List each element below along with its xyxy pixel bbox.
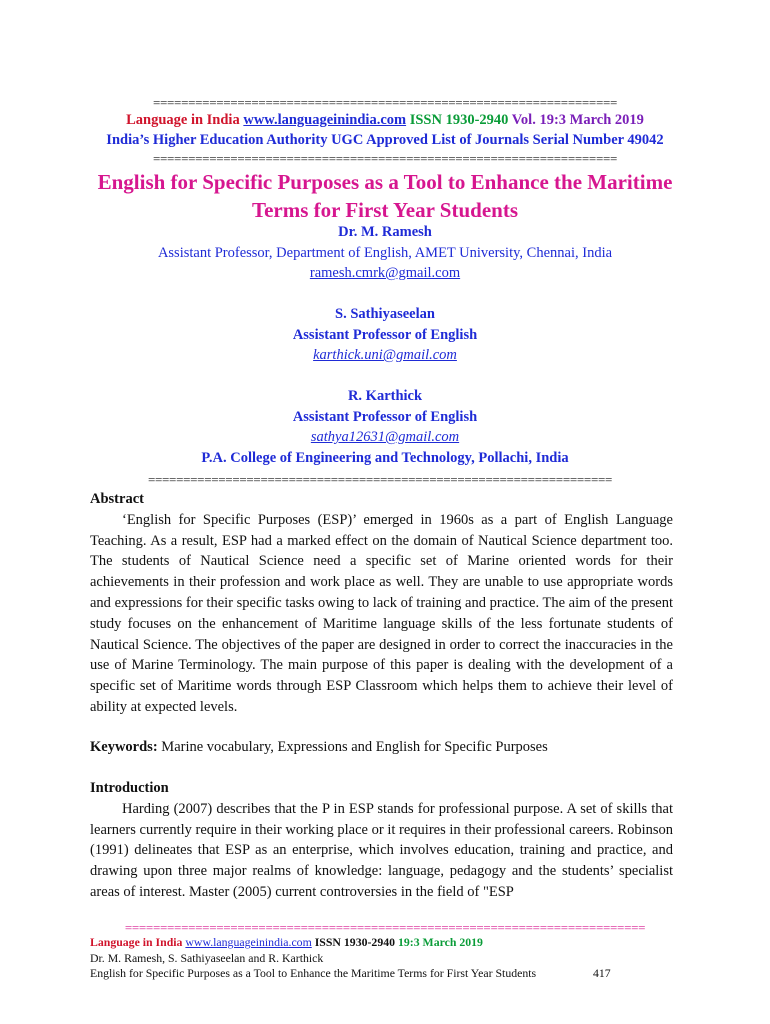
footer-journal-line (90, 935, 690, 951)
author-name: R. Karthick (347, 388, 423, 404)
journal-header-line (0, 110, 770, 130)
institution: P.A. College of Engineering and Technology, Pollachi, India (201, 449, 569, 466)
ugc-approval-line: India’s Higher Education Authority UGC Approved List of Journals Serial Number 49042 (106, 132, 664, 148)
keywords-line (90, 737, 673, 758)
footer-title: English for Specific Purposes as a Tool to Enhance the Maritime Terms for First Year Students (90, 966, 537, 980)
footer-authors: Dr. M. Ramesh, S. Sathiyaseelan and R. Karthick (90, 951, 324, 965)
author-block-2 (0, 304, 770, 366)
journal-volume: Vol. 19:3 March 2019 (511, 112, 644, 128)
author-block-3 (0, 386, 770, 468)
footer-journal-url-link[interactable]: www.languageinindia.com (185, 935, 312, 949)
keywords-label: Keywords: (90, 739, 158, 755)
footer-issue: 19:3 March 2019 (397, 935, 483, 949)
author-name: Dr. M. Ramesh (338, 224, 432, 240)
footer-title-line (90, 966, 690, 982)
header-separator: ================================================================== (152, 96, 618, 110)
footer-issn: ISSN 1930-2940 (314, 935, 396, 949)
journal-issn: ISSN 1930-2940 (409, 112, 509, 128)
keywords-text: Marine vocabulary, Expressions and English for Specific Purposes (161, 739, 548, 755)
paper-title-line-1: English for Specific Purposes as a Tool to Enhance the Maritime (97, 170, 673, 194)
footer-journal-name: Language in India (90, 935, 183, 949)
author-block-1 (0, 222, 770, 284)
author-affiliation: Assistant Professor of English (292, 326, 478, 343)
header-separator-2: ================================================================== (152, 152, 618, 166)
journal-url-link[interactable]: www.languageinindia.com (243, 112, 407, 128)
author-name: S. Sathiyaseelan (335, 306, 435, 322)
paper-title (60, 168, 710, 224)
journal-name: Language in India (126, 112, 240, 128)
section-separator: ================================================================== (147, 473, 613, 487)
introduction-text: Harding (2007) describes that the P in ESP stands for professional purpose. A set of skills that learners currently require in their working place or it requires in their professional careers. Robinson (1991) delineates that ESP as an enterprise, which involves education, training and practice, and drawing upon three major realms of knowledge: language, pedagogy and the students’ specialist areas of interest. Master (2005) current controversies in the field of "ESP (90, 800, 673, 900)
author-email-link[interactable]: ramesh.cmrk@gmail.com (309, 265, 461, 281)
author-email-link[interactable]: karthick.uni@gmail.com (313, 347, 457, 363)
abstract-heading: Abstract (90, 491, 144, 507)
introduction-section (90, 778, 673, 903)
abstract-text: ‘English for Specific Purposes (ESP)’ emerged in 1960s as a part of English Language Teaching. As a result, ESP had a marked effect on the domain of Nautical Science department too. The students of Nautical Science need a specific set of Marine oriented words for their achievements in their profession and work place as well. They are unable to use appropriate words and expressions for their specific tasks owing to lack of training and practice. The aim of the present study focuses on the enhancement of Maritime language skills of the less fortunate students of Nautical Science. The objectives of the paper are designed in order to correct the inaccuracies in the use of Marine Terminology. The main purpose of this paper is dealing with the development of a specific set of Maritime words through ESP Classroom which helps them to achieve their level of ability at expected levels. (90, 511, 673, 715)
author-affiliation: Assistant Professor, Department of English, AMET University, Chennai, India (157, 244, 613, 261)
author-affiliation: Assistant Professor of English (292, 408, 478, 425)
author-email-link[interactable]: sathya12631@gmail.com (310, 429, 460, 445)
introduction-heading: Introduction (90, 780, 169, 796)
page-number: 417 (593, 966, 611, 980)
abstract-section (90, 489, 673, 718)
footer-separator: ========================================================================== (124, 921, 646, 935)
paper-title-line-2: Terms for First Year Students (252, 198, 518, 222)
